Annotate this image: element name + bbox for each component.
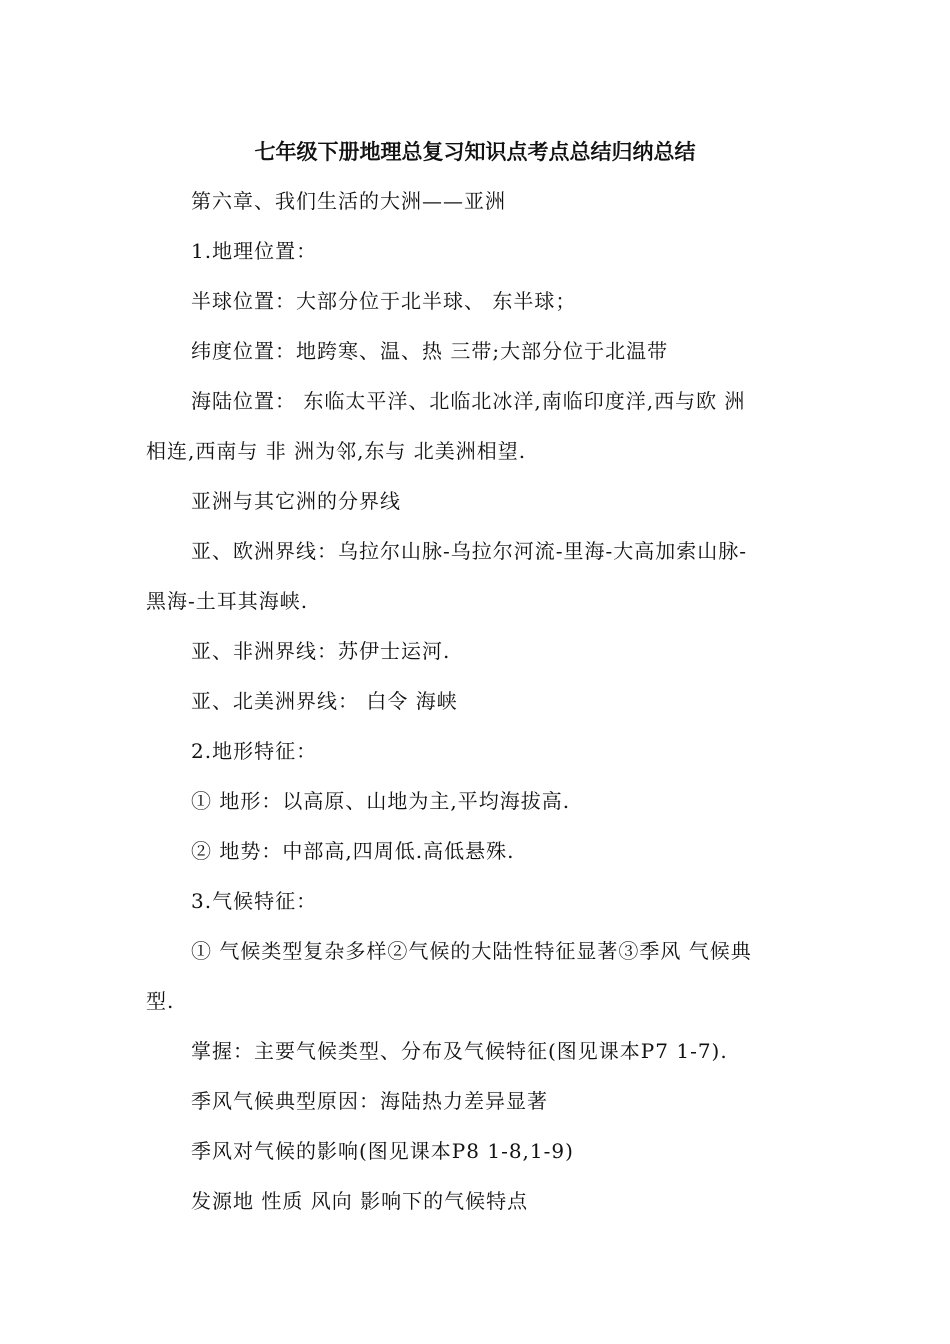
text-line: ② 地势：中部高,四周低.高低悬殊. bbox=[191, 839, 515, 863]
text-line: 发源地 性质 风向 影响下的气候特点 bbox=[191, 1189, 529, 1213]
text-line: 1.地理位置： bbox=[191, 239, 318, 263]
text-line: 2.地形特征： bbox=[191, 739, 318, 763]
text-line: 亚、北美洲界线： 白令 海峡 bbox=[191, 689, 458, 713]
text-line: 季风气候典型原因：海陆热力差异显著 bbox=[191, 1089, 548, 1113]
text-line: ① 气候类型复杂多样②气候的大陆性特征显著③季风 气候典 bbox=[191, 939, 752, 963]
text-line: 亚、欧洲界线：乌拉尔山脉-乌拉尔河流-里海-大高加索山脉- bbox=[191, 539, 748, 563]
document-title: 七年级下册地理总复习知识点考点总结归纳总结 bbox=[254, 140, 696, 164]
text-line: 第六章、我们生活的大洲——亚洲 bbox=[191, 189, 506, 213]
text-line: 半球位置：大部分位于北半球、 东半球； bbox=[191, 289, 577, 313]
text-line: 海陆位置： 东临太平洋、北临北冰洋,南临印度洋,西与欧 洲 bbox=[191, 389, 746, 413]
text-line: 亚洲与其它洲的分界线 bbox=[191, 489, 401, 513]
text-line: 相连,西南与 非 洲为邻,东与 北美洲相望. bbox=[146, 439, 527, 463]
text-line: ① 地形：以高原、山地为主,平均海拔高. bbox=[191, 789, 571, 813]
text-line: 季风对气候的影响(图见课本P8 1-8,1-9) bbox=[191, 1139, 574, 1163]
text-line: 纬度位置：地跨寒、温、热 三带;大部分位于北温带 bbox=[191, 339, 669, 363]
text-line: 掌握：主要气候类型、分布及气候特征(图见课本P7 1-7). bbox=[191, 1039, 728, 1063]
text-line: 型. bbox=[146, 989, 175, 1013]
text-line: 亚、非洲界线：苏伊士运河. bbox=[191, 639, 451, 663]
text-line: 3.气候特征： bbox=[191, 889, 318, 913]
text-line: 黑海-土耳其海峡. bbox=[146, 589, 309, 613]
